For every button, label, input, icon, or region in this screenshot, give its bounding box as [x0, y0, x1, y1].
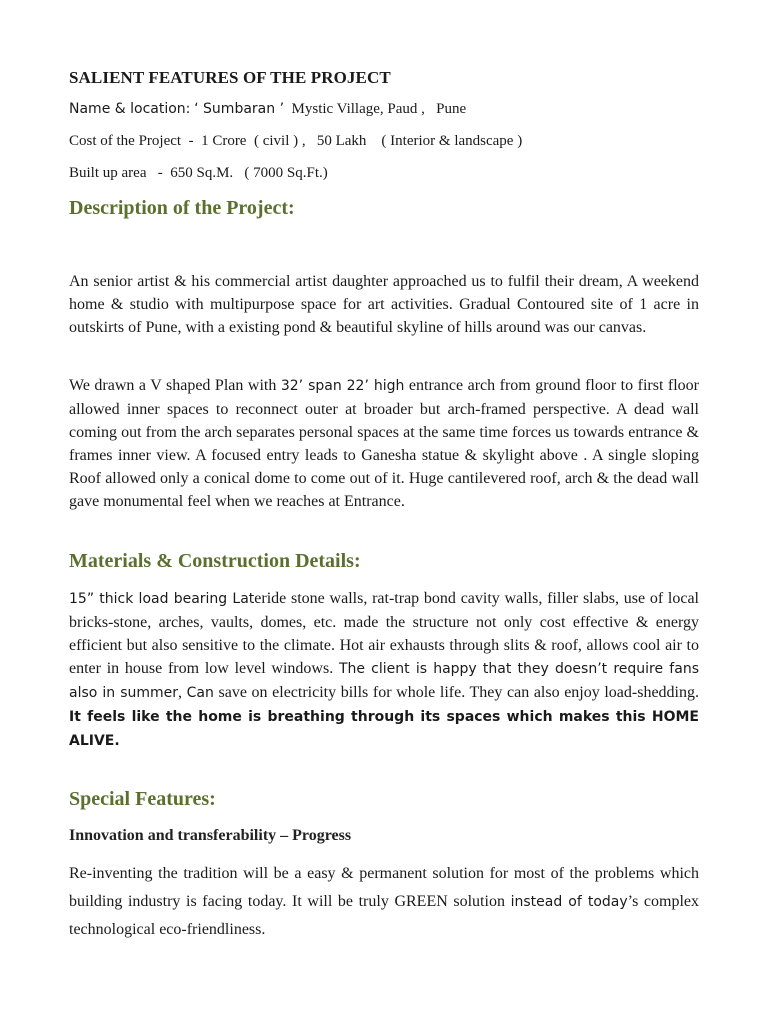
special-paragraph	[69, 860, 699, 944]
page-title: SALIENT FEATURES OF THE PROJECT	[69, 68, 391, 87]
p2-text-c: entrance arch from ground floor to first floor allowed inner spaces to reconnect outer at broader but arch-framed perspective. A dead wall coming out from the arch separates personal spaces at the same time forces us towards entrance & frames inner view. A focused entry leads to Ganesha statue & skylight above . A single sloping Roof allowed only a conical dome to come out of it. Huge cantilevered roof, arch & the dead wall gave monumental feel when we reaches at Entrance.	[69, 377, 700, 510]
project-name: ‘ Sumbaran ’	[194, 101, 285, 117]
instead-text: instead of today	[510, 894, 628, 910]
materials-lead: 15” thick load bearing Lat	[69, 591, 255, 607]
innovation-subheading: Innovation and transferability – Progress	[69, 827, 352, 844]
name-location-line	[69, 101, 466, 118]
description-heading: Description of the Project:	[69, 197, 295, 219]
materials-text-f: save on electricity bills for whole life. They can also enjoy load-shedding.	[213, 684, 700, 701]
special-features-heading: Special Features:	[69, 788, 216, 810]
materials-text-b: eride stone walls, rat-trap bond cavity walls, filler slabs, use of local bricks-stone, arches, vaults, domes, etc. made the structure not only cost effective & energy efficient but also sensitive to the climate. Hot air exhausts through slits & roof, allows cool air to enter in house from low level windows.	[69, 590, 699, 677]
p2-text-a: We drawn a V shaped Plan with	[69, 377, 281, 394]
client-happy-text: The client is happy that they doesn’t require fans also in summer	[69, 661, 699, 701]
breathing-statement: It feels like the home is breathing through its spaces which makes this HOME ALIVE.	[69, 709, 699, 749]
area-line: Built up area - 650 Sq.M. ( 7000 Sq.Ft.)	[69, 165, 328, 181]
location-text: Mystic Village, Paud , Pune	[284, 101, 467, 117]
name-label: Name & location:	[69, 101, 191, 117]
materials-text-d: ,	[178, 684, 187, 701]
special-text-c: ’s complex technological eco-friendliness.	[69, 893, 700, 938]
cost-line: Cost of the Project - 1 Crore ( civil ) , 50 Lakh ( Interior & landscape )	[69, 133, 523, 149]
special-text-a: Re-inventing the tradition will be a easy & permanent solution for most of the problems which building industry is facing today. It will be truly GREEN solution	[69, 865, 699, 910]
materials-paragraph	[69, 587, 699, 753]
arch-dimensions: 32’ span 22’ high	[280, 378, 405, 394]
materials-heading: Materials & Construction Details:	[69, 550, 361, 572]
description-paragraph-1: An senior artist & his commercial artist daughter approached us to fulfil their dream, A weekend home & studio with multipurpose space for art activities. Gradual Contoured site of 1 acre in outskirts of Pune, with a existing pond & beautiful skyline of hills around was our canvas.	[69, 273, 699, 336]
description-paragraph-2	[69, 374, 699, 513]
can-text: Can	[186, 685, 214, 701]
